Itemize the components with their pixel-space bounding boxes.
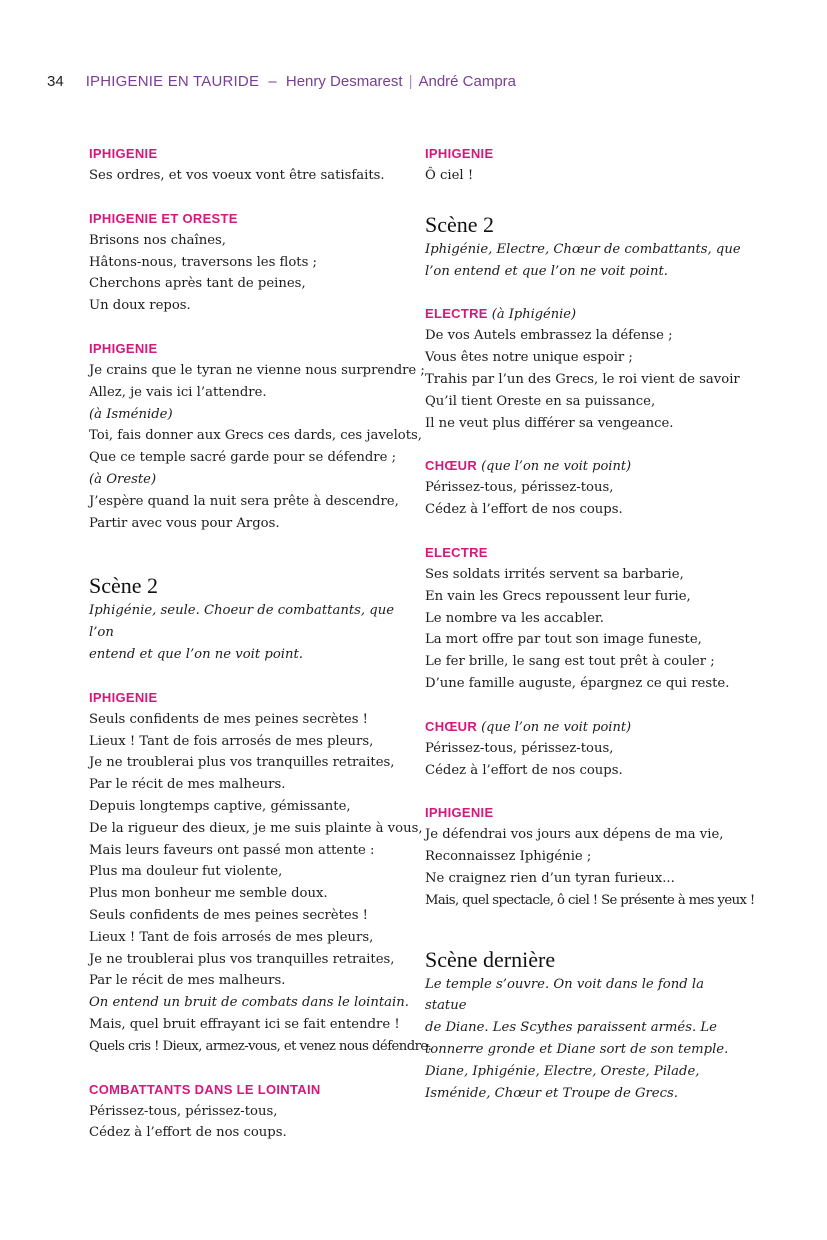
speaker-aside: (que l’on ne voit point): [481, 719, 632, 735]
speaker-name: IPHIGENIE: [89, 689, 158, 705]
speaker-name: [425, 716, 745, 738]
speaker-label: ELECTRE: [425, 306, 488, 322]
verse-line: Périssez-tous, périssez-tous,: [89, 1103, 278, 1119]
speaker-name: IPHIGENIE: [425, 146, 494, 161]
speaker-name: IPHIGENIE: [89, 146, 158, 161]
verse-line: J’espère quand la nuit sera prête à descendre,: [89, 493, 399, 509]
verse-line: Depuis longtemps captive, gémissante,: [89, 798, 351, 814]
speech-block: [425, 455, 745, 521]
left-column: [89, 143, 432, 1165]
speech-block: [89, 1079, 404, 1145]
verse-line: En vain les Grecs repoussent leur furie,: [425, 588, 691, 604]
speaker-name: COMBATTANTS DANS LE LOINTAIN: [89, 1081, 321, 1097]
verse-line: Vous êtes notre unique espoir ;: [425, 350, 633, 366]
verse-line: Plus ma douleur fut violente,: [89, 864, 283, 880]
speech-block: [425, 542, 745, 695]
speaker-name: IPHIGENIE: [89, 340, 158, 356]
verse-line: Brisons nos chaînes,: [89, 232, 226, 248]
verse-line: Qu’il tient Oreste en sa puissance,: [425, 393, 656, 409]
verse-line: De vos Autels embrassez la défense ;: [425, 328, 673, 344]
verse-line: Seuls confidents de mes peines secrètes !: [89, 711, 368, 727]
verse-line: Ô ciel !: [425, 168, 474, 183]
scene-description: [89, 600, 404, 665]
speech-block: [425, 303, 745, 434]
scene-description-line: Isménide, Chœur et Troupe de Grecs.: [425, 1085, 678, 1101]
scene-description-line: Iphigénie, Electre, Chœur de combattants, que: [425, 241, 741, 257]
scene-description: [425, 239, 745, 283]
speaker-name: [425, 455, 745, 477]
verse-line: Il ne veut plus différer sa vengeance.: [425, 415, 674, 431]
verse-line: Que ce temple sacré garde pour se défendre ;: [89, 450, 397, 466]
speaker-aside: (que l’on ne voit point): [481, 459, 632, 475]
verse-line: Périssez-tous, périssez-tous,: [425, 480, 614, 496]
stage-direction: On entend un bruit de combats dans le lointain.: [89, 995, 409, 1011]
verse-line: Partir avec vous pour Argos.: [89, 515, 280, 531]
speaker-aside: (à Iphigénie): [491, 307, 577, 323]
verse-line: Le nombre va les accabler.: [425, 610, 604, 626]
verse-line: Cherchons après tant de peines,: [89, 276, 306, 292]
page-number: 34: [47, 73, 64, 90]
verse-line: Je ne troublerai plus vos tranquilles retraites,: [89, 951, 395, 967]
verse-line: Cédez à l’effort de nos coups.: [89, 1125, 287, 1141]
speech-block: [89, 338, 425, 534]
header-separator: |: [408, 73, 413, 90]
verse-line: D’une famille auguste, épargnez ce qui reste.: [425, 675, 730, 691]
verse-line: Mais leurs faveurs ont passé mon attente :: [89, 842, 375, 858]
header-dash: –: [268, 73, 277, 90]
verse-line: Ses ordres, et vos voeux vont être satisfaits.: [89, 168, 385, 183]
right-column: [425, 143, 755, 1125]
verse-line: Reconnaissez Iphigénie ;: [425, 849, 592, 865]
verse-line: Je crains que le tyran ne vienne nous surprendre ;: [89, 362, 425, 378]
scene-description-line: Diane, Iphigénie, Electre, Oreste, Pilade,: [425, 1063, 700, 1079]
stage-direction: (à Isménide): [89, 406, 173, 422]
verse-line: Trahis par l’un des Grecs, le roi vient de savoir: [425, 371, 740, 387]
verse-line: Toi, fais donner aux Grecs ces dards, ces javelots,: [89, 428, 422, 444]
speech-block: [89, 687, 432, 1058]
running-header: [47, 73, 516, 90]
verse-line: Je ne troublerai plus vos tranquilles retraites,: [89, 755, 395, 771]
scene-heading: Scène 2: [89, 573, 159, 599]
verse-line: Quels cris ! Dieux, armez-vous, et venez nous défendre.: [89, 1038, 432, 1054]
verse-line: Par le récit de mes malheurs.: [89, 973, 286, 989]
scene-description-line: de Diane. Les Scythes paraissent armés. Le: [425, 1020, 717, 1036]
verse-line: Cédez à l’effort de nos coups.: [425, 502, 623, 518]
speaker-name: ELECTRE: [425, 544, 488, 560]
verse-line: Par le récit de mes malheurs.: [89, 777, 286, 793]
speaker-name: [425, 303, 745, 325]
speech-block: [425, 802, 755, 911]
verse-line: Lieux ! Tant de fois arrosés de mes pleurs,: [89, 929, 374, 945]
work-title: IPHIGENIE EN TAURIDE: [85, 73, 260, 90]
verse-line: Lieux ! Tant de fois arrosés de mes pleurs,: [89, 733, 374, 749]
composer-desmarest: Henry Desmarest: [285, 73, 403, 90]
speaker-name: IPHIGENIE ET ORESTE: [89, 210, 238, 226]
composer-campra: André Campra: [418, 73, 517, 90]
speaker-label: CHŒUR: [425, 718, 478, 734]
speech-block: [425, 716, 745, 782]
verse-line: Mais, quel bruit effrayant ici se fait entendre !: [89, 1016, 400, 1032]
speech-block: [425, 143, 745, 187]
stage-direction: (à Oreste): [89, 471, 157, 487]
verse-line: Un doux repos.: [89, 298, 191, 314]
verse-line: De la rigueur des dieux, je me suis plainte à vous,: [89, 820, 423, 836]
scene-description-line: Iphigénie, seule. Choeur de combattants, que l’on: [89, 603, 395, 641]
scene-description-line: entend et que l’on ne voit point.: [89, 646, 303, 662]
verse-line: Cédez à l’effort de nos coups.: [425, 762, 623, 778]
speaker-label: CHŒUR: [425, 458, 478, 474]
scene-description-line: Le temple s’ouvre. On voit dans le fond la statue: [425, 976, 704, 1014]
speech-block: [89, 143, 404, 187]
speaker-name: IPHIGENIE: [425, 805, 494, 821]
verse-line: Hâtons-nous, traversons les flots ;: [89, 254, 317, 270]
speech-block: [89, 208, 404, 317]
scene-description: [425, 974, 745, 1105]
scene-description-line: l’on entend et que l’on ne voit point.: [425, 263, 668, 279]
verse-line: Mais, quel spectacle, ô ciel ! Se présente à mes yeux !: [425, 892, 755, 908]
verse-line: Ne craignez rien d’un tyran furieux...: [425, 870, 675, 886]
verse-line: Plus mon bonheur me semble doux.: [89, 886, 328, 902]
verse-line: Seuls confidents de mes peines secrètes !: [89, 907, 368, 923]
verse-line: La mort offre par tout son image funeste,: [425, 632, 702, 648]
scene-heading: Scène 2: [425, 211, 495, 237]
verse-line: Ses soldats irrités servent sa barbarie,: [425, 566, 684, 582]
verse-line: Le fer brille, le sang est tout prêt à couler ;: [425, 654, 715, 670]
verse-line: Je défendrai vos jours aux dépens de ma vie,: [425, 827, 724, 843]
scene-description-line: tonnerre gronde et Diane sort de son temple.: [425, 1041, 729, 1057]
verse-line: Périssez-tous, périssez-tous,: [425, 740, 614, 756]
scene-heading: Scène dernière: [425, 946, 556, 972]
verse-line: Allez, je vais ici l’attendre.: [89, 384, 267, 400]
